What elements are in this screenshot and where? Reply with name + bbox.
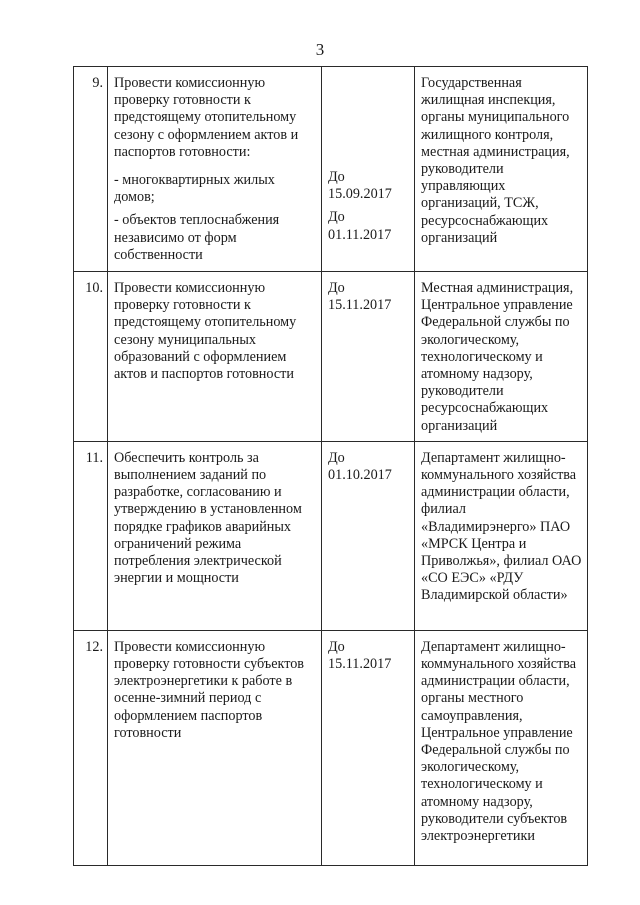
responsible-cell: Департамент жилищно-коммунального хозяйства администрации области, филиал «Владимирэнерго» ПАО «МРСК Центра и Приволжья», филиал ОАО «СО ЕЭС» «РДУ Владимирской области» xyxy=(415,441,588,630)
task-subitem: - многоквартирных жилых домов; xyxy=(114,172,275,206)
page-number: 3 xyxy=(315,40,325,59)
responsible-cell: Местная администрация, Центральное управление Федеральной службы по экологическому, технологическому и атомному надзору, руководители ресурсоснабжающих организаций xyxy=(415,272,588,442)
task-subitem: - объектов теплоснабжения независимо от форм собственности xyxy=(114,212,280,263)
table-row xyxy=(74,441,588,630)
deadline-cell: До 01.10.2017 xyxy=(322,441,415,630)
row-number: 9. xyxy=(74,67,108,272)
task-cell: Обеспечить контроль за выполнением заданий по разработке, согласованию и утверждению в установленном порядке графиков аварийных ограничений режима потребления электрической энергии и мощности xyxy=(108,441,322,630)
deadline-cell xyxy=(322,67,415,272)
row-number: 10. xyxy=(74,272,108,442)
table-row xyxy=(74,67,588,272)
row-number: 12. xyxy=(74,630,108,865)
task-cell: Провести комиссионную проверку готовности к предстоящему отопительному сезону муниципальных образований с оформлением актов и паспортов готовности xyxy=(108,272,322,442)
table-row xyxy=(74,630,588,865)
responsible-cell: Департамент жилищно-коммунального хозяйства администрации области, органы местного самоуправления, Центральное управление Федеральной службы по экологическому, технологическому и атомному надзору, руководители субъектов электроэнергетики xyxy=(415,630,588,865)
task-cell: Провести комиссионную проверку готовности субъектов электроэнергетики к работе в осенне-зимний период с оформлением паспортов готовности xyxy=(108,630,322,865)
table-row xyxy=(74,272,588,442)
task-text: Провести комиссионную проверку готовности к предстоящему отопительному сезону с оформлением актов и паспортов готовности: xyxy=(114,75,299,160)
task-cell xyxy=(108,67,322,272)
deadline-cell: До 15.11.2017 xyxy=(322,272,415,442)
row-number: 11. xyxy=(74,441,108,630)
measures-table xyxy=(73,66,588,866)
deadline-text: До 15.09.2017 xyxy=(328,169,392,203)
deadline-cell: До 15.11.2017 xyxy=(322,630,415,865)
deadline-text: До 01.11.2017 xyxy=(328,209,392,243)
responsible-cell: Государственная жилищная инспекция, органы муниципального жилищного контроля, местная администрация, руководители управляющих организаций, ТСЖ, ресурсоснабжающих организаций xyxy=(415,67,588,272)
